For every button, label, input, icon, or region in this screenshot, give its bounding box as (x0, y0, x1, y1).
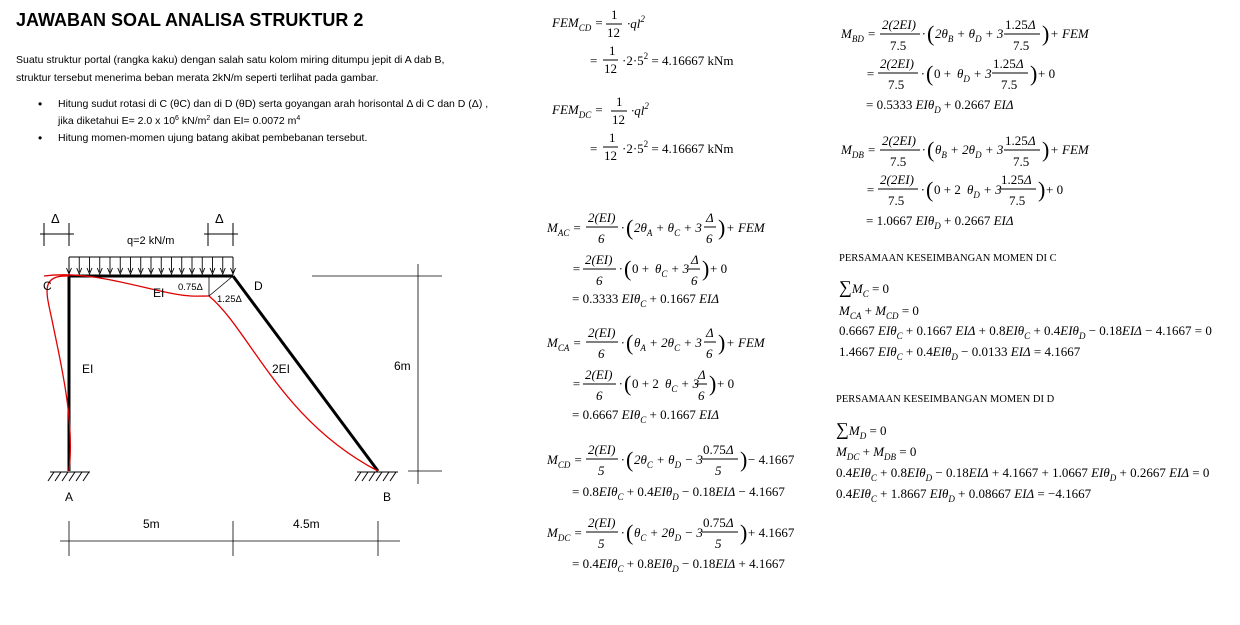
task-item-1: • Hitung sudut rotasi di C (θC) dan di D (θD) serta goyangan arah horisontal Δ di C dan D (Δ) , jika diketahui E= 2.0 x $10^6$ $kN/m^2$ dan EI= 0.0072 $m^4$ (38, 96, 488, 130)
node-label-d: D (254, 279, 263, 293)
svg-text:=: = (866, 66, 875, 81)
m-ca-equation (546, 325, 766, 425)
svg-text:FEMCD =: $FEM_{CD}$ = (552, 15, 604, 33)
svg-text:θD + 3: $\theta_D + 3$ (967, 182, 1002, 200)
inclined-ei-label: 2EI (272, 362, 291, 376)
svg-text:(: ( (927, 21, 935, 46)
svg-text:6: 6 (598, 346, 605, 361)
svg-text:= 0.5333 EIθD + 0.2667 EIΔ: = 0.5333 EIθ$_D$ + 0.2667 EIΔ (866, 97, 1014, 115)
svg-text:2θA + θC + 3: $2\theta_A + \theta_C + 3$ (634, 220, 702, 238)
svg-text:(: ( (626, 447, 634, 472)
svg-text:0.75: 0.75 (703, 442, 726, 457)
svg-text:1: 1 (611, 7, 618, 22)
svg-text:12: 12 (604, 148, 617, 163)
svg-text:+ 0: + 0 (1038, 66, 1056, 81)
svg-text:6: 6 (596, 388, 603, 403)
svg-text:(: ( (926, 177, 934, 202)
page-title: JAWABAN SOAL ANALISA STRUKTUR 2 (16, 10, 364, 30)
svg-text:): ) (740, 447, 748, 472)
svg-text:): ) (1042, 137, 1050, 162)
fem-cd-equation (551, 7, 734, 76)
svg-text:θC + 3: $\theta_C + 3$ (665, 376, 700, 394)
intro-line-1: Suatu struktur portal (rangka kaku) dengan salah satu kolom miring ditumpu jepit di A dab B, (16, 54, 445, 66)
svg-text:2(EI): 2(EI) (588, 442, 616, 457)
svg-text:0 +: 0 + (632, 261, 650, 276)
svg-text:Δ: Δ (1024, 172, 1032, 187)
svg-text:Δ: Δ (698, 367, 706, 382)
beam-ei-label: EI (153, 286, 165, 300)
svg-text:): ) (740, 520, 748, 545)
svg-text:+ FEM: + FEM (726, 335, 765, 350)
m-ac-equation (546, 210, 766, 309)
svg-text:∑MD = 0: $\sum M_D = 0$ (836, 419, 887, 441)
equilibrium-d-heading: PERSAMAAN KESEIMBANGAN MOMEN DI D (836, 394, 1055, 405)
svg-text:·: · (621, 525, 625, 540)
svg-text:Δ: Δ (706, 210, 714, 225)
svg-text:7.5: 7.5 (888, 77, 905, 92)
svg-text:FEMDC =: $FEM_{DC}$ = (552, 102, 604, 120)
svg-text:+ FEM: + FEM (1050, 142, 1089, 157)
svg-text:·: · (921, 66, 925, 81)
svg-text:MCA =: $M_{CA}$ = (547, 335, 582, 353)
svg-text:θA + 2θC + 3: $\theta_A + 2\theta_C + 3$ (634, 335, 702, 353)
svg-text:): ) (1042, 21, 1050, 46)
svg-text:θC + 2θD − 3: $\theta_C + 2\theta_D - 3$ (634, 525, 703, 543)
svg-text:·: · (922, 26, 926, 41)
svg-text:∑MC = 0: $\sum M_C = 0$ (839, 277, 890, 299)
height-label: 6m (394, 359, 411, 373)
svg-text:(: ( (626, 330, 634, 355)
svg-text:·: · (619, 376, 623, 391)
svg-text:2(EI): 2(EI) (588, 210, 616, 225)
svg-text:+ 0: + 0 (717, 376, 735, 391)
svg-text:7.5: 7.5 (1001, 77, 1018, 92)
svg-text:MDC =: $M_{DC}$ = (547, 525, 583, 543)
span-label-2: 4.5m (293, 517, 320, 531)
span-label-1: 5m (143, 517, 160, 531)
svg-text:=: = (590, 53, 598, 68)
svg-text:6: 6 (598, 231, 605, 246)
svg-text:0 + 2: 0 + 2 (632, 376, 659, 391)
m-db-equation (840, 133, 1090, 231)
svg-text:2θB + θD + 3: $2\theta_B + \theta_D + 3$ (935, 26, 1004, 44)
svg-text:·: · (621, 335, 625, 350)
svg-text:2(2EI): 2(2EI) (880, 56, 914, 71)
svg-text:7.5: 7.5 (888, 193, 905, 208)
svg-text:·: · (621, 452, 625, 467)
svg-text:2(EI): 2(EI) (588, 515, 616, 530)
m-bd-equation (840, 17, 1090, 115)
node-label-b: B (383, 490, 392, 504)
svg-text:): ) (1030, 61, 1038, 86)
svg-text:·: · (619, 261, 623, 276)
svg-text:): ) (702, 256, 710, 281)
svg-text:Δ: Δ (1028, 17, 1036, 32)
svg-text:): ) (709, 371, 717, 396)
svg-text:): ) (718, 330, 726, 355)
svg-text:(: ( (626, 215, 634, 240)
svg-text:MCD =: $M_{CD}$ = (547, 452, 583, 470)
m-ac-result: = 0.3333 EIθ$_C$ + 0.1667 EIΔ (572, 291, 720, 309)
node-label-a: A (65, 490, 74, 504)
equilibrium-d-equations (835, 419, 1209, 504)
svg-text:θB + 2θD + 3: $\theta_B + 2\theta_D + 3$ (935, 142, 1004, 160)
svg-text:5: 5 (598, 463, 605, 478)
svg-text:6: 6 (596, 273, 603, 288)
svg-text:= 0.4EIθC + 0.8EIθD − 0.18EIΔ: = 0.4EIθ$_C$ + 0.8EIθ$_D$ − 0.18EIΔ + 4.1667 (572, 556, 785, 574)
svg-text:=: = (590, 141, 598, 156)
svg-text:0 + 2: 0 + 2 (934, 182, 961, 197)
svg-text:θC + 3: $\theta_C + 3$ (655, 261, 690, 279)
delta-label-d: Δ (215, 211, 224, 226)
svg-text:(: ( (624, 256, 632, 281)
svg-text:Δ: Δ (726, 515, 734, 530)
svg-text:Δ: Δ (691, 252, 699, 267)
svg-text:6: 6 (691, 273, 698, 288)
svg-text:= 0.6667 EIθC + 0.1667 EIΔ: = 0.6667 EIθ$_C$ + 0.1667 EIΔ (572, 407, 720, 425)
deflection-075-label: 0.75Δ (178, 282, 203, 293)
svg-text:·: · (921, 182, 925, 197)
svg-text:(: ( (926, 61, 934, 86)
svg-text:·: · (621, 220, 625, 235)
task-item-2: • Hitung momen-momen ujung batang akibat pembebanan tersebut. (38, 130, 488, 147)
svg-text:Δ: Δ (1016, 56, 1024, 71)
deflection-125-label: 1.25Δ (217, 294, 242, 305)
svg-text:1.25: 1.25 (993, 56, 1016, 71)
svg-text:1: 1 (609, 43, 616, 58)
svg-text:1.4667 EIθC + 0.4EIθD − 0.0133: 1.4667 EIθ$_C$ + 0.4EIθ$_D$ − 0.0133 EIΔ = 4.1667 (839, 344, 1081, 362)
svg-text:): ) (718, 215, 726, 240)
load-label: q=2 kN/m (127, 235, 175, 247)
svg-text:Δ: Δ (726, 442, 734, 457)
svg-text:=: = (572, 376, 581, 391)
svg-text:(: ( (927, 137, 935, 162)
svg-text:0.4EIθC + 1.8667 EIθD + 0.0866: 0.4EIθ$_C$ + 1.8667 EIθ$_D$ + 0.08667 EIΔ = −4.1667 (836, 486, 1092, 504)
svg-text:1: 1 (609, 130, 616, 145)
svg-text:θD + 3: $\theta_D + 3$ (957, 66, 992, 84)
svg-text:5: 5 (715, 536, 722, 551)
svg-text:1.25: 1.25 (1005, 17, 1028, 32)
svg-text:·ql2: $\cdot ql^2$ (627, 14, 645, 31)
svg-text:·: · (922, 142, 926, 157)
svg-text:2(EI): 2(EI) (585, 252, 613, 267)
svg-text:+ FEM: + FEM (1050, 26, 1089, 41)
svg-text:(: ( (626, 520, 634, 545)
svg-text:12: 12 (604, 61, 617, 76)
svg-text:Δ: Δ (1028, 133, 1036, 148)
svg-text:7.5: 7.5 (1009, 193, 1026, 208)
svg-text:6: 6 (706, 346, 713, 361)
equilibrium-c-equations (838, 277, 1212, 362)
svg-text:0.75: 0.75 (703, 515, 726, 530)
svg-text:MAC =: $M_{AC}$ = (547, 220, 582, 238)
svg-text:7.5: 7.5 (1013, 38, 1030, 53)
svg-text:12: 12 (612, 112, 625, 127)
svg-text:7.5: 7.5 (890, 154, 907, 169)
svg-text:7.5: 7.5 (890, 38, 907, 53)
svg-text:− 4.1667: − 4.1667 (748, 452, 795, 467)
svg-text:1.25: 1.25 (1001, 172, 1024, 187)
svg-text:=: = (866, 182, 875, 197)
svg-text:1: 1 (616, 94, 623, 109)
svg-text:+ 4.1667: + 4.1667 (748, 525, 795, 540)
svg-text:+ 0: + 0 (710, 261, 728, 276)
svg-text:7.5: 7.5 (1013, 154, 1030, 169)
svg-text:5: 5 (598, 536, 605, 551)
svg-text:+ 0: + 0 (1046, 182, 1064, 197)
svg-text:= 1.0667 EIθD + 0.2667 EIΔ: = 1.0667 EIθ$_D$ + 0.2667 EIΔ (866, 213, 1014, 231)
delta-label-c: Δ (51, 211, 60, 226)
node-label-c: C (43, 279, 52, 293)
svg-text:0 +: 0 + (934, 66, 952, 81)
svg-text:1.25: 1.25 (1005, 133, 1028, 148)
svg-text:+ FEM: + FEM (726, 220, 765, 235)
svg-text:·2·52 = 4.16667 kNm: $\cdot 2\cdot 5^2 = 4.16667$ kNm (622, 139, 734, 156)
equilibrium-c-heading: PERSAMAAN KESEIMBANGAN MOMEN DI C (839, 253, 1057, 264)
column-ei-label: EI (82, 362, 94, 376)
svg-text:6: 6 (706, 231, 713, 246)
svg-text:MDC + MDB = 0: $M_{DC} + M_{DB} = 0$ (836, 444, 917, 462)
svg-text:6: 6 (698, 388, 705, 403)
svg-text:Δ: Δ (706, 325, 714, 340)
m-dc-equation (546, 515, 795, 574)
svg-text:2(2EI): 2(2EI) (880, 172, 914, 187)
svg-text:2(EI): 2(EI) (588, 325, 616, 340)
svg-text:): ) (1038, 177, 1046, 202)
svg-text:2(2EI): 2(2EI) (882, 133, 916, 148)
svg-text:MBD =: $M_{BD}$ = (841, 26, 876, 44)
svg-text:(: ( (624, 371, 632, 396)
svg-text:2(2EI): 2(2EI) (882, 17, 916, 32)
intro-line-2: struktur tersebut menerima beban merata 2kN/m seperti terlihat pada gambar. (16, 72, 379, 84)
svg-text:0.6667 EIθC + 0.1667 EIΔ + 0.8: 0.6667 EIθ$_C$ + 0.1667 EIΔ + 0.8EIθ$_C$ + 0.4EIθ$_D$ − 0.18EIΔ − 4.1667 = 0 (839, 323, 1212, 341)
svg-text:2(EI): 2(EI) (585, 367, 613, 382)
svg-text:2θC + θD − 3: $2\theta_C + \theta_D - 3$ (634, 452, 703, 470)
svg-text:= 0.8EIθC + 0.4EIθD − 0.18EIΔ: = 0.8EIθ$_C$ + 0.4EIθ$_D$ − 0.18EIΔ − 4.1667 (572, 484, 785, 502)
svg-text:MCA + MCD = 0: $M_{CA} + M_{CD} = 0$ (839, 303, 919, 321)
fem-dc-equation (551, 94, 734, 163)
svg-text:·ql2: $\cdot ql^2$ (631, 101, 649, 118)
svg-text:12: 12 (607, 25, 620, 40)
svg-text:5: 5 (715, 463, 722, 478)
svg-text:MDB =: $M_{DB}$ = (841, 142, 876, 160)
svg-text:0.4EIθC + 0.8EIθD − 0.18EIΔ +: 0.4EIθ$_C$ + 0.8EIθ$_D$ − 0.18EIΔ + 4.1667 + 1.0667 EIθ$_D$ + 0.2667 EIΔ = 0 (836, 465, 1210, 483)
svg-text:=: = (572, 261, 581, 276)
m-cd-equation (546, 442, 795, 502)
svg-text:·2·52 = 4.16667 kNm: $\cdot 2\cdot 5^2 = 4.16667$ kNm (622, 51, 734, 68)
